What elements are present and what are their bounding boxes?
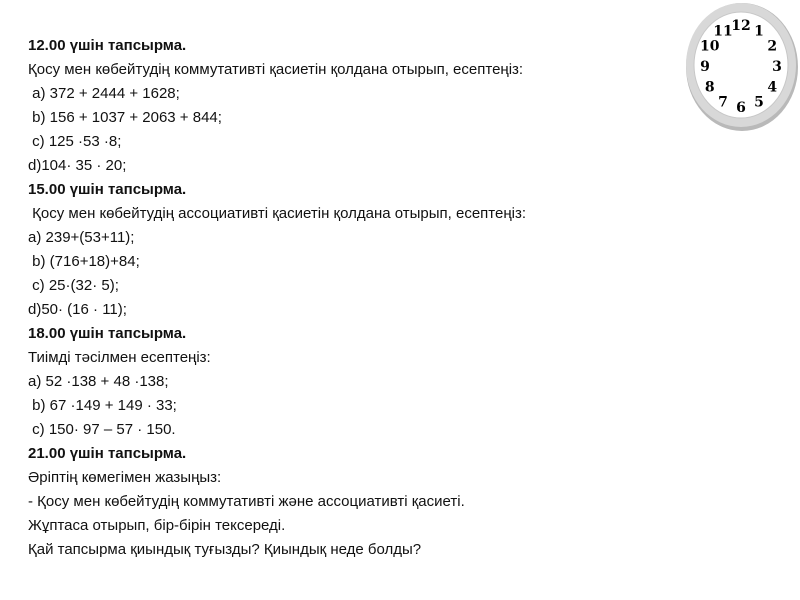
task-heading-1800: 18.00 үшін тапсырма. [28,325,187,342]
clock-number: 10 [700,38,720,55]
exercise-item: a) 372 + 2444 + 1628; [28,85,180,102]
task-question: Қай тапсырма қиындық туғызды? Қиындық неде болды? [28,541,422,558]
task-instruction-commutative: Қосу мен көбейтудің коммутативті қасиетін қолдана отырып, есептеңіз: [28,61,524,78]
task-instruction-associative: Қосу мен көбейтудің ассоциативті қасиетін қолдана отырып, есептеңіз: [28,205,526,222]
task-note: - Қосу мен көбейтудің коммутативті және ассоциативті қасиеті. [28,493,465,510]
clock-number: 1 [754,23,764,40]
exercise-item: c) 125 ·53 ·8; [28,133,122,150]
exercise-item: c) 150· 97 – 57 · 150. [28,421,176,438]
wall-clock-svg [684,0,800,135]
clock-number: 5 [754,94,764,111]
exercise-item: d)104· 35 · 20; [28,157,127,174]
clock-number: 3 [772,59,782,75]
exercise-item: b) 67 ·149 + 149 · 33; [28,397,177,414]
task-document [28,34,678,562]
exercise-item: a) 52 ·138 + 48 ·138; [28,373,169,390]
task-instruction-letters: Әріптің көмегімен жазыңыз: [28,469,222,486]
exercise-item: b) (716+18)+84; [28,253,140,270]
clock-number: 11 [713,23,733,40]
exercise-item: a) 239+(53+11); [28,229,135,246]
clock-number: 8 [704,79,715,96]
clock-number: 9 [700,59,710,75]
clock-number: 7 [718,94,728,111]
task-heading-1500: 15.00 үшін тапсырма. [28,181,187,198]
task-instruction-efficient: Тиімді тәсілмен есептеңіз: [28,349,211,366]
task-heading-1200: 12.00 үшін тапсырма. [28,37,187,54]
wall-clock-icon [684,0,800,135]
clock-number: 2 [767,38,778,55]
clock-number: 12 [731,18,751,34]
exercise-item: b) 156 + 1037 + 2063 + 844; [28,109,222,126]
clock-number: 6 [736,100,746,116]
clock-number: 4 [767,79,778,96]
task-heading-2100: 21.00 үшін тапсырма. [28,445,187,462]
task-note: Жұптаса отырып, бір-бірін тексереді. [28,517,286,534]
exercise-item: d)50· (16 · 11); [28,301,127,318]
exercise-item: c) 25·(32· 5); [28,277,119,294]
